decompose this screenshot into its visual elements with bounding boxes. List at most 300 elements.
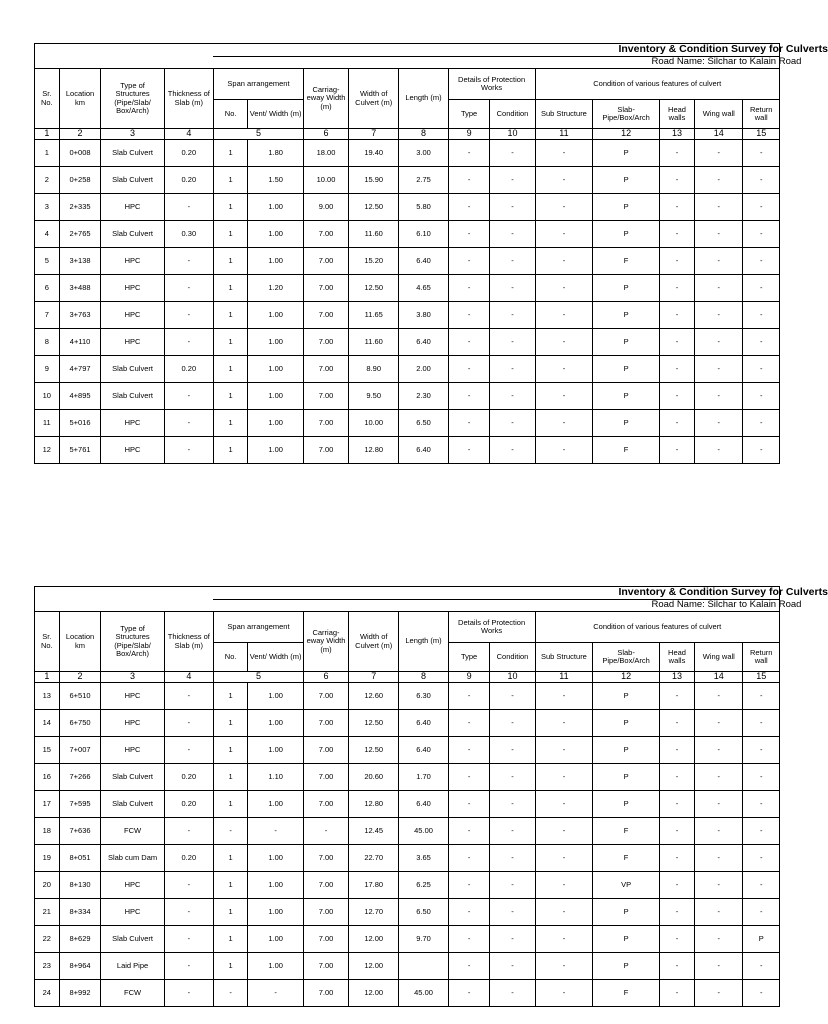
table-cell: - (490, 736, 535, 763)
table-cell: 7.00 (304, 355, 349, 382)
table-cell: 1.00 (248, 436, 304, 463)
table-cell: HPC (101, 436, 164, 463)
table-cell: 12.50 (349, 736, 399, 763)
table-cell: - (695, 871, 743, 898)
table-cell: 1 (213, 925, 247, 952)
header-sr-no: Sr. No. (35, 612, 60, 672)
table-cell: - (490, 355, 535, 382)
table-cell: HPC (101, 247, 164, 274)
table-cell: 1.00 (248, 193, 304, 220)
table-row (35, 979, 780, 1006)
road-name: Road Name: Silchar to Kalain Road (213, 600, 779, 612)
table-cell: 1.20 (248, 274, 304, 301)
table-cell: P (593, 139, 659, 166)
table-cell: 15.90 (349, 166, 399, 193)
table-cell: - (695, 844, 743, 871)
table-cell: - (695, 736, 743, 763)
table-cell: Laid Pipe (101, 952, 164, 979)
table-cell: - (448, 274, 490, 301)
table-cell: 22.70 (349, 844, 399, 871)
table-cell: 12.00 (349, 952, 399, 979)
header-structure-type: Type of Structures (Pipe/Slab/ Box/Arch) (101, 612, 164, 672)
header-location: Location km (59, 69, 101, 129)
column-number-row (35, 672, 780, 683)
table-cell: Slab Culvert (101, 166, 164, 193)
table-2-body (35, 672, 780, 1007)
table-cell: - (535, 709, 593, 736)
column-number: 1 (35, 672, 60, 683)
table-cell: 0+258 (59, 166, 101, 193)
header-culvert-width: Width of Culvert (m) (349, 612, 399, 672)
table-cell: - (490, 139, 535, 166)
header-span-no: No. (213, 100, 247, 129)
column-number: 12 (593, 672, 659, 683)
table-cell: HPC (101, 274, 164, 301)
table-cell: 13 (35, 682, 60, 709)
table-cell: 1 (213, 436, 247, 463)
table-row (35, 409, 780, 436)
table-cell: - (743, 139, 780, 166)
table-cell: - (448, 247, 490, 274)
table-row (35, 139, 780, 166)
table-cell: - (164, 925, 213, 952)
table-cell: - (535, 763, 593, 790)
column-number: 13 (659, 672, 694, 683)
table-cell: - (448, 763, 490, 790)
table-cell: - (743, 952, 780, 979)
header-structure-type: Type of Structures (Pipe/Slab/ Box/Arch) (101, 69, 164, 129)
table-cell: 1.00 (248, 925, 304, 952)
table-cell: 3 (35, 193, 60, 220)
table-cell: P (593, 898, 659, 925)
table-cell: - (659, 301, 694, 328)
table-cell: 11.60 (349, 220, 399, 247)
table-cell: - (490, 193, 535, 220)
table-cell: P (593, 220, 659, 247)
table-cell: 9.50 (349, 382, 399, 409)
column-number: 2 (59, 129, 101, 140)
table-cell: - (659, 952, 694, 979)
table-cell: - (743, 220, 780, 247)
table-cell: 12.60 (349, 682, 399, 709)
culvert-survey-table-1 (34, 43, 828, 464)
table-cell: 7.00 (304, 328, 349, 355)
table-row (35, 844, 780, 871)
table-cell: 7.00 (304, 898, 349, 925)
table-row (35, 166, 780, 193)
header-protection-works: Details of Protection Works (448, 612, 535, 643)
table-cell: 0.20 (164, 355, 213, 382)
table-cell: - (695, 328, 743, 355)
table-cell: 20.60 (349, 763, 399, 790)
table-cell: - (164, 436, 213, 463)
column-number: 11 (535, 672, 593, 683)
table-cell: 3+488 (59, 274, 101, 301)
table-cell: 3+763 (59, 301, 101, 328)
table-cell: 7.00 (304, 301, 349, 328)
table-1-body (35, 129, 780, 464)
table-cell: 6.30 (399, 682, 448, 709)
table-cell: 1.00 (248, 952, 304, 979)
table-cell: - (448, 898, 490, 925)
table-cell: - (490, 247, 535, 274)
table-cell: 1 (213, 409, 247, 436)
header-slab-thickness: Thickness of Slab (m) (164, 612, 213, 672)
table-cell: - (695, 952, 743, 979)
column-number: 8 (399, 129, 448, 140)
table-cell: - (535, 844, 593, 871)
table-cell: - (448, 979, 490, 1006)
table-cell: - (659, 898, 694, 925)
table-row (35, 790, 780, 817)
table-cell: - (535, 382, 593, 409)
table-cell: HPC (101, 871, 164, 898)
column-number: 12 (593, 129, 659, 140)
table-cell: 22 (35, 925, 60, 952)
table-cell: 11.60 (349, 328, 399, 355)
table-cell: 8+130 (59, 871, 101, 898)
header-head-walls: Head walls (659, 100, 694, 129)
table-cell: 1 (213, 682, 247, 709)
table-cell: 6.40 (399, 328, 448, 355)
table-cell: - (743, 328, 780, 355)
table-row (35, 193, 780, 220)
table-cell: 12.00 (349, 925, 399, 952)
table-cell: Slab Culvert (101, 220, 164, 247)
table-cell (399, 952, 448, 979)
table-cell: 7.00 (304, 247, 349, 274)
table-cell: 18 (35, 817, 60, 844)
header-vent-width: Vent/ Width (m) (248, 643, 304, 672)
column-number: 15 (743, 129, 780, 140)
table-cell: 23 (35, 952, 60, 979)
table-row (35, 247, 780, 274)
table-cell: - (164, 898, 213, 925)
table-cell: - (743, 709, 780, 736)
table-cell: 7.00 (304, 790, 349, 817)
table-cell: - (695, 409, 743, 436)
table-cell: 1 (213, 952, 247, 979)
table-cell: - (448, 817, 490, 844)
table-cell: - (164, 952, 213, 979)
table-row (35, 763, 780, 790)
table-cell: - (743, 355, 780, 382)
table-cell: - (535, 409, 593, 436)
table-cell: - (535, 979, 593, 1006)
blank-corner (35, 587, 214, 612)
table-cell: 9 (35, 355, 60, 382)
column-number: 13 (659, 129, 694, 140)
table-cell: - (448, 682, 490, 709)
table-cell: - (535, 220, 593, 247)
table-cell: - (164, 247, 213, 274)
table-cell: - (448, 220, 490, 247)
table-cell: HPC (101, 682, 164, 709)
table-cell: - (743, 247, 780, 274)
table-cell: - (490, 763, 535, 790)
table-cell: 5.80 (399, 193, 448, 220)
table-cell: - (695, 274, 743, 301)
table-cell: HPC (101, 898, 164, 925)
table-cell: 3.65 (399, 844, 448, 871)
table-cell: 12.80 (349, 436, 399, 463)
table-cell: - (659, 409, 694, 436)
table-cell: 7+007 (59, 736, 101, 763)
table-cell: 2.30 (399, 382, 448, 409)
column-number: 8 (399, 672, 448, 683)
table-cell: 7.00 (304, 409, 349, 436)
table-cell: - (535, 925, 593, 952)
table-cell: - (535, 952, 593, 979)
table-cell: - (659, 274, 694, 301)
table-cell: 12.50 (349, 274, 399, 301)
table-cell: - (743, 301, 780, 328)
table-cell: 7+266 (59, 763, 101, 790)
table-cell: Slab cum Dam (101, 844, 164, 871)
table-cell: - (743, 871, 780, 898)
column-number: 5 (213, 129, 303, 140)
table-cell: Slab Culvert (101, 790, 164, 817)
table-cell: - (490, 817, 535, 844)
header-length: Length (m) (399, 69, 448, 129)
table-row (35, 682, 780, 709)
table-cell: HPC (101, 736, 164, 763)
table-cell: F (593, 844, 659, 871)
table-cell: FCW (101, 817, 164, 844)
table-cell: - (164, 682, 213, 709)
table-cell: - (695, 979, 743, 1006)
table-cell: 1 (213, 301, 247, 328)
table-cell: - (490, 709, 535, 736)
column-number: 10 (490, 129, 535, 140)
column-number: 4 (164, 672, 213, 683)
table-cell: 0.20 (164, 844, 213, 871)
table-cell: - (695, 166, 743, 193)
table-cell: 14 (35, 709, 60, 736)
table-cell: 0.20 (164, 166, 213, 193)
table-cell: - (695, 790, 743, 817)
table-cell: 1.00 (248, 871, 304, 898)
table-cell: - (695, 220, 743, 247)
table-cell: 1 (213, 166, 247, 193)
table-cell: F (593, 436, 659, 463)
table-row (35, 952, 780, 979)
column-number: 1 (35, 129, 60, 140)
table-cell: - (695, 898, 743, 925)
column-number: 14 (695, 129, 743, 140)
table-cell: - (535, 817, 593, 844)
table-cell: 1 (213, 736, 247, 763)
table-cell: - (695, 139, 743, 166)
table-cell: 1 (213, 709, 247, 736)
table-cell: - (490, 382, 535, 409)
table-cell: - (743, 193, 780, 220)
table-cell: 7.00 (304, 736, 349, 763)
table-cell: 1.00 (248, 736, 304, 763)
table-cell: 6.40 (399, 247, 448, 274)
table-cell: - (695, 382, 743, 409)
table-cell: P (593, 193, 659, 220)
table-cell: 6.50 (399, 898, 448, 925)
header-sr-no: Sr. No. (35, 69, 60, 129)
table-cell: - (535, 736, 593, 763)
table-cell: - (448, 139, 490, 166)
table-cell: - (743, 382, 780, 409)
table-cell: 11 (35, 409, 60, 436)
table-cell: 15 (35, 736, 60, 763)
table-cell: 7.00 (304, 844, 349, 871)
table-cell: F (593, 247, 659, 274)
table-cell: - (448, 925, 490, 952)
table-cell: - (535, 682, 593, 709)
table-cell: P (593, 274, 659, 301)
header-span-arrangement: Span arrangement (213, 69, 303, 100)
table-cell: 7.00 (304, 709, 349, 736)
table-cell: 7.00 (304, 220, 349, 247)
table-cell: 6.10 (399, 220, 448, 247)
table-cell: - (659, 817, 694, 844)
table-cell: - (164, 328, 213, 355)
table-cell: 0.20 (164, 790, 213, 817)
table-cell: - (164, 274, 213, 301)
table-cell: 7+595 (59, 790, 101, 817)
table-cell: 0.20 (164, 763, 213, 790)
table-cell: 3+138 (59, 247, 101, 274)
table-cell: HPC (101, 709, 164, 736)
header-condition-features: Condition of various features of culvert (535, 612, 780, 643)
table-cell: 1.00 (248, 247, 304, 274)
table-cell: 5 (35, 247, 60, 274)
table-cell: - (448, 166, 490, 193)
table-cell: 10 (35, 382, 60, 409)
table-cell: - (659, 709, 694, 736)
header-head-walls: Head walls (659, 643, 694, 672)
table-cell: HPC (101, 193, 164, 220)
table-cell: - (659, 925, 694, 952)
table-cell: 7.00 (304, 763, 349, 790)
table-cell: - (448, 790, 490, 817)
table-cell: - (659, 220, 694, 247)
table-cell: - (535, 166, 593, 193)
table-cell: - (659, 682, 694, 709)
header-condition-features: Condition of various features of culvert (535, 69, 780, 100)
table-cell: 1.50 (248, 166, 304, 193)
column-number-row (35, 129, 780, 140)
table-cell: 6.50 (399, 409, 448, 436)
table-cell: - (248, 817, 304, 844)
table-cell: 12.00 (349, 979, 399, 1006)
table-cell: 8.90 (349, 355, 399, 382)
table-cell: 1 (213, 220, 247, 247)
table-cell: - (448, 328, 490, 355)
table-cell: - (695, 817, 743, 844)
table-cell: - (490, 274, 535, 301)
table-cell: HPC (101, 301, 164, 328)
table-cell: 6+750 (59, 709, 101, 736)
table-cell: 7 (35, 301, 60, 328)
table-row (35, 709, 780, 736)
table-cell: 1.00 (248, 382, 304, 409)
table-cell: 1 (35, 139, 60, 166)
table-cell: - (535, 193, 593, 220)
table-cell: - (695, 925, 743, 952)
table-cell: - (743, 166, 780, 193)
table-cell: Slab Culvert (101, 763, 164, 790)
table-cell: F (593, 817, 659, 844)
table-cell: - (448, 301, 490, 328)
header-length: Length (m) (399, 612, 448, 672)
table-cell: 6.25 (399, 871, 448, 898)
table-cell: - (535, 328, 593, 355)
table-cell: - (659, 436, 694, 463)
table-cell: 1.00 (248, 220, 304, 247)
table-cell: P (593, 166, 659, 193)
table-cell: - (535, 301, 593, 328)
table-cell: - (490, 952, 535, 979)
table-cell: - (535, 139, 593, 166)
table-cell: - (448, 709, 490, 736)
table-cell: 6+510 (59, 682, 101, 709)
table-cell: - (743, 736, 780, 763)
table-cell: 19.40 (349, 139, 399, 166)
column-number: 3 (101, 672, 164, 683)
table-cell: 4 (35, 220, 60, 247)
table-cell: - (490, 844, 535, 871)
table-cell: - (164, 736, 213, 763)
table-cell: - (448, 844, 490, 871)
table-cell: 45.00 (399, 979, 448, 1006)
table-row (35, 436, 780, 463)
table-cell: F (593, 979, 659, 1006)
table-cell: 6.40 (399, 790, 448, 817)
table-cell: 6 (35, 274, 60, 301)
table-cell: - (535, 871, 593, 898)
table-cell: 1.00 (248, 682, 304, 709)
table-cell: Slab Culvert (101, 382, 164, 409)
table-cell: 5+016 (59, 409, 101, 436)
header-protection-condition: Condition (490, 100, 535, 129)
table-cell: - (695, 247, 743, 274)
table-cell: 7.00 (304, 682, 349, 709)
table-cell: 1.80 (248, 139, 304, 166)
table-cell: 1.10 (248, 763, 304, 790)
table-cell: HPC (101, 409, 164, 436)
table-cell: 1.00 (248, 790, 304, 817)
table-cell: 8 (35, 328, 60, 355)
table-cell: - (743, 844, 780, 871)
header-protection-type: Type (448, 643, 490, 672)
header-sub-structure: Sub Structure (535, 100, 593, 129)
table-cell: 3.00 (399, 139, 448, 166)
table-cell: HPC (101, 328, 164, 355)
table-cell: 1 (213, 328, 247, 355)
table-cell: P (593, 925, 659, 952)
table-cell: 4+110 (59, 328, 101, 355)
table-cell: - (448, 436, 490, 463)
table-cell: 6.40 (399, 436, 448, 463)
table-cell: 12.50 (349, 193, 399, 220)
table-cell: - (659, 247, 694, 274)
column-number: 9 (448, 129, 490, 140)
table-cell: - (695, 709, 743, 736)
table-row (35, 898, 780, 925)
table-cell: - (743, 817, 780, 844)
table-cell: 12.80 (349, 790, 399, 817)
table-cell: - (490, 301, 535, 328)
table-cell: - (659, 355, 694, 382)
table-cell: - (490, 979, 535, 1006)
table-cell: 19 (35, 844, 60, 871)
